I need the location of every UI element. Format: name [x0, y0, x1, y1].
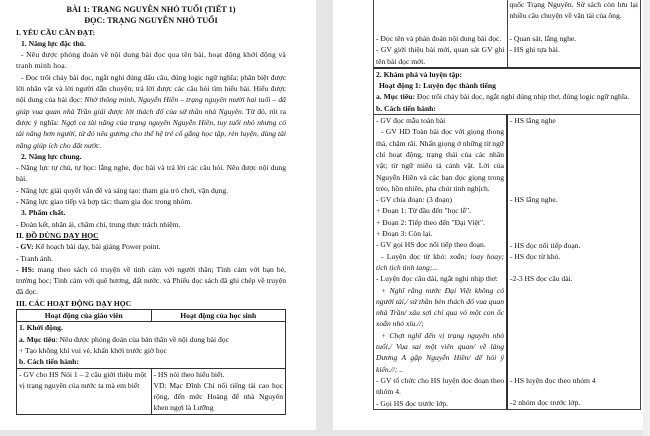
student-cell — [507, 0, 641, 68]
paragraph — [16, 241, 286, 252]
paragraph: - Năng lực giải quyết vấn đề và sáng tạo: tham gia trò chơi, vận dụng. — [16, 185, 229, 195]
subsection-heading: 3. Phẩm chất. — [21, 208, 66, 218]
text: - Đọc trôi chảy bài đọc, ngắt nghỉ đúng dấu câu, đúng logic ngữ nghĩa; phân biệt được lời nhân vật và lời người dẫn chuyện; trả lời được các câu hỏi tìm hiểu bài. Hiểu được nội dung của bài đọc: — [16, 72, 286, 105]
column-header: Hoạt động của giáo viên — [17, 310, 152, 322]
table-row — [17, 322, 286, 368]
paragraph: - Tranh ảnh. — [16, 253, 53, 263]
table-row — [374, 0, 641, 68]
text: Từ đó, rút ra được ý nghĩa: — [16, 106, 286, 127]
text: - GV HD Toàn bài đọc với giọng thong thả, chậm rãi. Nhấn giọng ở những từ ngữ chỉ hoạt động, trạng thái của các nhân vật; từ ngữ miêu tả cảnh vật. Lời của Nguyễn Hiền và các bạn đọc giọng trong trẻo, hồn nhiên, pha chút tinh nghịch. — [376, 127, 504, 193]
paragraph: - Đoàn kết, nhân ái, chăm chỉ, trung thực trách nhiệm. — [16, 219, 181, 229]
text: + Nghĩ rằng nước Đại Việt không có người tài,/ sứ thần bèn thách đố vua quan nhà Trần/ xâu sợi chỉ qua vỏ một con ốc xoắn nhỏ xíu.//; — [376, 285, 504, 329]
text: a. Mục tiêu — [19, 334, 56, 344]
text: + Đoạn 1: Từ đầu đến "học lễ". — [376, 206, 472, 216]
text: - Gọi HS đọc trước lớp. — [376, 398, 449, 408]
text: b. Cách tiến hành: — [19, 357, 79, 367]
text: - HS đọc từ khó. — [510, 251, 561, 261]
text: - Đọc tên và phán đoán nội dung bài đọc. — [376, 34, 502, 43]
text: - HS lắng nghe. — [510, 195, 558, 205]
text: 2. Khám phá và luyện tập: — [376, 69, 463, 79]
activities-table — [16, 309, 286, 415]
document-page-2 — [333, 0, 643, 430]
text: - GV tổ chức cho HS luyện đọc đoạn theo nhóm 4. — [376, 375, 504, 397]
text: a. Mục tiêu: — [376, 92, 416, 102]
text: - HS đọc nối tiếp đoạn. — [510, 240, 581, 250]
paragraph: - Nêu được phỏng đoán về nội dung bài đọc qua tên bài, hoạt động khởi động và tranh minh hoạ. — [16, 50, 286, 71]
teacher-cell: - GV cho HS Nói 1 – 2 câu giới thiệu một vị trạng nguyên của nước ta mà em biết — [17, 368, 152, 414]
text: + Tạo không khí vui vẻ, khấn khởi trước giờ học — [19, 345, 167, 355]
text — [376, 91, 638, 102]
paragraph — [16, 72, 286, 151]
text: VD: Mạc Đĩnh Chi nổi tiếng tài cao học rộng, đến mức Hoàng đế nhà Nguyên khen ngợi là Lưỡng — [153, 380, 283, 413]
text: Đọc trôi chảy bài đọc, ngắt nghỉ đúng nhịp thơ, đúng logic ngữ nghĩa. — [415, 92, 630, 102]
subsection-heading: 1. Năng lực đặc thù. — [21, 38, 86, 48]
section-heading: III. CÁC HOẠT ĐỘNG DẠY HỌC — [16, 298, 132, 308]
table-row — [374, 115, 641, 410]
text — [376, 251, 504, 274]
text: + Đoạn 3: Còn lại. — [376, 229, 433, 239]
text: : Nêu được phỏng đoán của bản thân về nội dung bài đọc — [55, 334, 229, 344]
text: - GV gọi HS đọc nối tiếp theo đoạn. — [376, 240, 486, 250]
text: - HS luyện đọc theo nhóm 4 — [510, 375, 596, 385]
text: - Luyện đọc câu dài, ngắt nghỉ nhịp thơ: — [376, 274, 498, 284]
text: - GV giới thiệu bài mới, quan sát GV ghi tên bài đọc mới. — [376, 45, 505, 66]
text: -2-3 HS đọc câu dài. — [510, 274, 573, 284]
text — [19, 334, 283, 345]
section-heading — [16, 230, 286, 241]
text: - GV chia đoạn: (3 đoạn) — [376, 195, 452, 205]
paragraph: - Năng lực giao tiếp và hợp tác: tham gia đọc trong nhóm. — [16, 197, 193, 207]
table-row — [17, 368, 286, 414]
text: b. Cách tiến hành: — [376, 103, 436, 113]
text: ĐỒ DÙNG DẠY HỌC — [25, 230, 99, 240]
text: Hoạt động 1: Luyện đọc thành tiếng — [379, 81, 496, 91]
text: - HS nói theo hiểu biết. — [153, 369, 225, 379]
text: xoắn; loay hoay; tích tịch tình tang;... — [376, 251, 504, 272]
paragraph — [16, 264, 286, 298]
text: Ngợi ca tài năng của trạng nguyên Nguyễn Hiền, tuy tuổi nhỏ nhưng có tài năng hơn người, từ đó nêu gương cho thế hệ trẻ cố gắng học tập, rèn luyện, dùng tài năng giúp ích cho đất nước. — [16, 117, 286, 150]
text: - Quan sát, lắng nghe. — [509, 33, 577, 43]
text: - Luyện đọc từ khó: — [381, 251, 450, 261]
text: Nhờ thông minh, Nguyễn Hiền – trạng nguyên mười hai tuổi – đã giúp vua quan nhà Trần giải được lời thách đố của sứ thần nhà Nguyên. — [16, 95, 286, 116]
table-row — [374, 68, 641, 115]
text: 1. Khởi động. — [19, 323, 63, 333]
text: - GV đọc mẫu toàn bài — [376, 116, 446, 126]
lesson-title: BÀI 1: TRẠNG NGUYÊN NHỎ TUỔI (TIẾT 1) — [66, 5, 236, 14]
text: II. — [16, 230, 26, 240]
text: quốc Trạng Nguyên. Sử sách còn lưu lại nhiều câu chuyện về văn tài của ông. — [509, 0, 638, 21]
document-page-1 — [0, 0, 316, 430]
teacher-cell — [374, 0, 508, 68]
subsection-heading: 2. Năng lực chung. — [21, 151, 82, 161]
text: + Đoạn 2: Tiếp theo đến "Đại Việt". — [376, 217, 486, 227]
activities-table-continued — [373, 0, 641, 410]
text: - HS: — [16, 264, 35, 274]
text: -2 nhóm đọc trước lớp. — [510, 397, 581, 407]
text: + Chợt nghĩ đến vị trạng nguyên nhỏ tuổi,/ Vua sai một viên quan/ về làng Dương A gặp Nguyễn Hiền/ để hỏi ý kiến.//; .. — [376, 330, 504, 374]
lesson-subtitle: ĐỌC: TRẠNG NGUYÊN NHỎ TUỔI — [84, 16, 218, 26]
text: - HS ghi tựa bài. — [509, 44, 560, 54]
text: - GV: — [16, 242, 34, 252]
teacher-cell — [374, 115, 508, 410]
student-cell — [507, 115, 641, 410]
scrollbar[interactable] — [643, 0, 650, 436]
text: mang theo sách có truyện về tình cảm với người thân; Tình cảm với bạn bè, trường học; Tình cảm với quê hương, đất nước. và Phiếu đọc sách đã ghi chép về truyện đã đọc. — [16, 264, 286, 297]
paragraph: - Năng lực tự chủ, tự học: lắng nghe, đọc bài và trả lời các câu hỏi. Nêu được nội dung bài. — [16, 163, 286, 184]
column-header: Hoạt động của học sinh — [151, 310, 286, 322]
section-heading: I. YÊU CẦU CẦN ĐẠT: — [16, 27, 96, 37]
text: - HS lắng nghe — [510, 116, 556, 126]
text: Kế hoạch bài dạy, bài giảng Power point. — [33, 242, 161, 252]
student-cell — [151, 368, 286, 414]
